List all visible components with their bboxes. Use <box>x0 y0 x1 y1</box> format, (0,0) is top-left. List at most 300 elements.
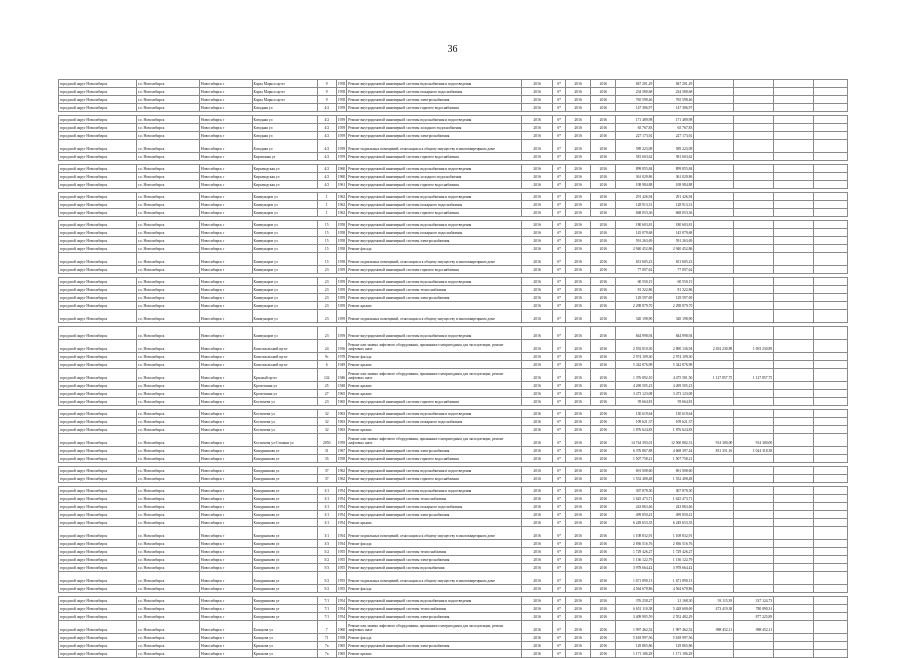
table-cell: Новосибирск г <box>199 390 252 398</box>
table-cell: г.о. Новосибирск <box>136 229 199 237</box>
table-cell: 1955 <box>336 572 347 585</box>
table-cell <box>734 173 774 181</box>
table-cell: 93 115,39 <box>694 597 734 605</box>
table-cell: 2016 <box>521 398 553 406</box>
table-cell: Новосибирск г <box>199 447 252 455</box>
table-cell: 2016 <box>565 434 590 447</box>
table-cell: 9с <box>317 353 336 361</box>
table-row <box>59 390 848 398</box>
table-cell: 6* <box>553 495 566 503</box>
table-cell: Новосибирск г <box>199 511 252 519</box>
table-cell <box>774 540 814 548</box>
table-cell: 2016 <box>521 294 553 302</box>
table-cell: 2 940 452,86 <box>616 245 654 253</box>
table-cell: 2016 <box>565 286 590 294</box>
table-cell: 2016 <box>565 140 590 153</box>
table-cell <box>734 266 774 274</box>
table-cell: 180 603,81 <box>654 221 694 229</box>
table-cell: Новосибирск г <box>199 124 252 132</box>
table-cell: Ремонт внутридомовой инженерной системы электроснабжения <box>347 294 522 302</box>
table-cell: Ремонт внутридомовой инженерной системы горячего водоснабжения <box>347 153 522 161</box>
table-cell: 2016 <box>521 418 553 426</box>
table-cell: 6* <box>553 369 566 382</box>
table-cell: Новосибирск г <box>199 278 252 286</box>
table-cell: 2016 <box>565 382 590 390</box>
table-cell: 6* <box>553 585 566 593</box>
table-cell: 2016 <box>521 548 553 556</box>
table-cell: 59 664,81 <box>654 398 694 406</box>
table-cell: 71 <box>317 634 336 642</box>
table-cell: 4 668 397,44 <box>654 447 694 455</box>
table-cell: городской округ Новосибирск <box>59 253 137 266</box>
table-cell: Ремонт или замена лифтового оборудования, признанного непригодным для эксплуатации, ремонт лифтовых шахт <box>347 621 522 634</box>
table-cell: 1959 <box>336 310 347 323</box>
table-cell: 4/2 <box>317 104 336 112</box>
table-cell <box>814 237 848 245</box>
table-cell: городской округ Новосибирск <box>59 487 137 495</box>
table-cell: г.о. Новосибирск <box>136 173 199 181</box>
table-cell: 6* <box>553 540 566 548</box>
table-cell <box>814 266 848 274</box>
table-cell: городской округ Новосибирск <box>59 527 137 540</box>
table-cell: 147 386,97 <box>654 104 694 112</box>
table-cell <box>814 229 848 237</box>
table-cell: г.о. Новосибирск <box>136 605 199 613</box>
table-cell: г.о. Новосибирск <box>136 294 199 302</box>
table-cell <box>694 548 734 556</box>
table-cell: 23 <box>317 327 336 340</box>
table-cell <box>734 511 774 519</box>
table-cell: 1959 <box>336 124 347 132</box>
table-cell: 2016 <box>591 467 616 475</box>
table-cell <box>734 467 774 475</box>
table-cell: Ремонт фасада <box>347 634 522 642</box>
table-cell: 32 <box>317 418 336 426</box>
table-cell <box>734 327 774 340</box>
table-cell <box>734 353 774 361</box>
table-cell <box>774 361 814 369</box>
table-cell: 499 850,41 <box>616 511 654 519</box>
table-cell: 2 492 230,89 <box>694 340 734 353</box>
table-cell <box>774 124 814 132</box>
table-cell <box>814 361 848 369</box>
table-cell: 2016 <box>521 327 553 340</box>
table-cell: 171 489,98 <box>616 116 654 124</box>
table-row <box>59 353 848 361</box>
table-cell: городской округ Новосибирск <box>59 96 137 104</box>
table-cell <box>814 585 848 593</box>
table-cell <box>814 96 848 104</box>
table-cell: Новосибирск г <box>199 369 252 382</box>
table-cell: Кошурникова ул <box>252 467 317 475</box>
table-cell: Кошурникова ул <box>252 556 317 564</box>
table-row <box>59 221 848 229</box>
table-cell <box>694 398 734 406</box>
table-cell: 37 <box>317 475 336 483</box>
table-cell: Новосибирск г <box>199 294 252 302</box>
table-cell: Новосибирск г <box>199 193 252 201</box>
table-cell: 1965 <box>336 650 347 658</box>
table-cell <box>814 88 848 96</box>
table-cell: Коммунаров ул <box>252 229 317 237</box>
table-cell: 2 974 109,30 <box>616 353 654 361</box>
table-cell: 2016 <box>591 621 616 634</box>
table-cell: 4/2 <box>317 140 336 153</box>
table-cell: 320 198,90 <box>654 310 694 323</box>
table-cell: Краснова ул <box>252 642 317 650</box>
table-cell <box>694 209 734 217</box>
table-cell: Комсомольский пр-кт <box>252 361 317 369</box>
table-cell: г.о. Новосибирск <box>136 556 199 564</box>
table-cell: 2016 <box>521 527 553 540</box>
table-cell: 765 598,46 <box>616 96 654 104</box>
table-cell: 2016 <box>591 221 616 229</box>
table-cell: 4 564 678,86 <box>616 585 654 593</box>
table-row <box>59 286 848 294</box>
table-cell: г.о. Новосибирск <box>136 642 199 650</box>
table-cell <box>814 503 848 511</box>
table-cell <box>814 410 848 418</box>
table-cell: 844 998,94 <box>616 327 654 340</box>
table-cell: городской округ Новосибирск <box>59 340 137 353</box>
table-cell <box>694 475 734 483</box>
table-cell: Новосибирск г <box>199 434 252 447</box>
table-cell <box>774 572 814 585</box>
table-cell: 6* <box>553 519 566 527</box>
table-cell <box>694 266 734 274</box>
table-cell: 77 097,62 <box>654 266 694 274</box>
table-cell: городской округ Новосибирск <box>59 237 137 245</box>
table-row <box>59 253 848 266</box>
table-cell: 2016 <box>591 487 616 495</box>
table-cell: Комсомольский пр-кт <box>252 340 317 353</box>
table-cell <box>814 390 848 398</box>
table-cell: 2016 <box>565 132 590 140</box>
table-cell: 32 <box>317 410 336 418</box>
table-cell <box>774 327 814 340</box>
table-cell: 1958 <box>336 245 347 253</box>
table-row <box>59 88 848 96</box>
table-cell: городской округ Новосибирск <box>59 613 137 621</box>
table-cell: 2016 <box>521 124 553 132</box>
table-cell: городской округ Новосибирск <box>59 229 137 237</box>
table-cell: Красный пр-кт <box>252 369 317 382</box>
table-cell: 780 090,31 <box>734 605 774 613</box>
table-cell: городской округ Новосибирск <box>59 310 137 323</box>
table-cell: 4 475 581,50 <box>654 369 694 382</box>
table-cell: городской округ Новосибирск <box>59 634 137 642</box>
table-cell: городской округ Новосибирск <box>59 642 137 650</box>
table-cell: 23 <box>317 294 336 302</box>
table-cell: 2016 <box>565 153 590 161</box>
table-cell: 1959 <box>336 434 347 447</box>
table-cell: г.о. Новосибирск <box>136 519 199 527</box>
table-cell: 2016 <box>521 585 553 593</box>
table-cell: г.о. Новосибирск <box>136 418 199 426</box>
table-cell: 1 729 426,27 <box>654 548 694 556</box>
table-cell: 2016 <box>591 495 616 503</box>
table-cell: г.о. Новосибирск <box>136 209 199 217</box>
table-row <box>59 80 848 88</box>
table-row <box>59 398 848 406</box>
table-cell: 5 342 876,98 <box>654 361 694 369</box>
table-cell: 23 <box>317 310 336 323</box>
table-cell: 1962 <box>336 209 347 217</box>
table-cell <box>814 310 848 323</box>
table-cell: 2016 <box>565 369 590 382</box>
table-cell: 2016 <box>565 426 590 434</box>
table-cell <box>774 221 814 229</box>
table-cell: 6* <box>553 132 566 140</box>
table-cell: 651 605,23 <box>654 253 694 266</box>
table-cell <box>694 173 734 181</box>
table-cell: 6 376 867,88 <box>616 447 654 455</box>
table-cell: 6* <box>553 116 566 124</box>
table-cell: 1 876 624,83 <box>654 426 694 434</box>
table-cell: 6* <box>553 140 566 153</box>
table-cell: 1958 <box>336 634 347 642</box>
table-cell: 2016 <box>521 96 553 104</box>
table-cell: 2016 <box>565 361 590 369</box>
table-cell: 1959 <box>336 140 347 153</box>
table-cell <box>694 124 734 132</box>
table-cell <box>734 193 774 201</box>
table-cell: Кирзаводская ул <box>252 181 317 189</box>
table-cell: 15 <box>317 229 336 237</box>
table-cell: г.о. Новосибирск <box>136 253 199 266</box>
table-cell: г.о. Новосибирск <box>136 88 199 96</box>
table-cell: Новосибирск г <box>199 353 252 361</box>
table-cell <box>694 556 734 564</box>
table-cell: 4 269 505,23 <box>616 382 654 390</box>
table-cell <box>734 572 774 585</box>
table-cell: Костычева ул <box>252 418 317 426</box>
table-cell <box>774 475 814 483</box>
table-cell: Ремонт или замена лифтового оборудования, признанного непригодным для эксплуатации, ремонт лифтовых шахт <box>347 369 522 382</box>
table-cell <box>814 398 848 406</box>
table-cell <box>734 548 774 556</box>
table-cell: 2016 <box>591 511 616 519</box>
table-cell: г.о. Новосибирск <box>136 153 199 161</box>
table-cell <box>734 253 774 266</box>
table-cell <box>774 382 814 390</box>
table-cell <box>734 556 774 564</box>
table-cell: 1 625 473,71 <box>654 495 694 503</box>
table-cell: 2016 <box>521 237 553 245</box>
table-row <box>59 132 848 140</box>
table-cell: Новосибирск г <box>199 286 252 294</box>
table-cell: 2016 <box>565 511 590 519</box>
table-cell: 2016 <box>565 540 590 548</box>
table-row <box>59 650 848 658</box>
table-cell <box>774 88 814 96</box>
table-cell: 2016 <box>591 585 616 593</box>
table-cell: 2016 <box>591 153 616 161</box>
table-cell: 320 198,90 <box>616 310 654 323</box>
table-cell <box>774 310 814 323</box>
table-cell: 31 <box>317 447 336 455</box>
table-cell: 2016 <box>565 340 590 353</box>
table-cell <box>814 173 848 181</box>
table-cell: Кошурникова ул <box>252 605 317 613</box>
table-cell: 2016 <box>565 124 590 132</box>
table-cell: 6* <box>553 650 566 658</box>
table-cell <box>774 455 814 463</box>
table-cell: Ремонт внутридомовой инженерной системы теплоснабжения <box>347 605 522 613</box>
table-cell: 2016 <box>565 173 590 181</box>
table-cell <box>774 650 814 658</box>
table-cell <box>774 642 814 650</box>
table-cell: 3/1 <box>317 503 336 511</box>
table-cell: Новосибирск г <box>199 475 252 483</box>
table-cell: 2016 <box>591 398 616 406</box>
table-cell: 2016 <box>521 642 553 650</box>
table-cell: г.о. Новосибирск <box>136 369 199 382</box>
table-cell: Ремонт внутридомовой инженерной системы водоснабжения и водоотведения <box>347 410 522 418</box>
table-cell: городской округ Новосибирск <box>59 650 137 658</box>
table-cell <box>734 181 774 189</box>
table-cell: 2016 <box>565 294 590 302</box>
table-cell: Новосибирск г <box>199 229 252 237</box>
table-cell: 81 322,86 <box>616 286 654 294</box>
table-cell <box>774 503 814 511</box>
table-cell: г.о. Новосибирск <box>136 548 199 556</box>
table-cell: г.о. Новосибирск <box>136 124 199 132</box>
table-cell <box>774 302 814 310</box>
table-cell: 2016 <box>521 229 553 237</box>
table-cell: 3 473 123,08 <box>616 390 654 398</box>
table-cell: Кирзаводская ул <box>252 165 317 173</box>
table-cell <box>694 585 734 593</box>
table-cell <box>734 634 774 642</box>
table-cell <box>814 455 848 463</box>
table-cell: 2016 <box>521 361 553 369</box>
table-cell <box>774 597 814 605</box>
table-cell <box>814 634 848 642</box>
table-cell: 32 <box>317 426 336 434</box>
table-cell: Новосибирск г <box>199 527 252 540</box>
table-cell: 2016 <box>591 209 616 217</box>
table-cell: Новосибирск г <box>199 88 252 96</box>
table-cell <box>774 418 814 426</box>
table-cell <box>734 302 774 310</box>
table-cell: городской округ Новосибирск <box>59 548 137 556</box>
table-cell: 2016 <box>591 124 616 132</box>
table-cell: 2016 <box>591 310 616 323</box>
table-cell: 1 507 758,21 <box>616 455 654 463</box>
table-cell: Новосибирск г <box>199 181 252 189</box>
table-cell <box>774 447 814 455</box>
table-cell <box>694 519 734 527</box>
table-cell: 2 298 879,70 <box>654 302 694 310</box>
table-cell <box>694 487 734 495</box>
table-cell: 2016 <box>591 572 616 585</box>
table-cell: 2016 <box>591 540 616 548</box>
table-cell: 668 053,36 <box>616 209 654 217</box>
table-cell: Коммунаров ул <box>252 327 317 340</box>
table-cell: Ремонт внутридомовой инженерной системы электроснабжения <box>347 511 522 519</box>
table-cell: 1959 <box>336 104 347 112</box>
table-cell: 291 426,94 <box>654 193 694 201</box>
table-cell: Ремонт внутридомовой инженерной системы водоснабжения и водоотведения <box>347 327 522 340</box>
table-cell <box>734 132 774 140</box>
table-row <box>59 426 848 434</box>
table-row <box>59 193 848 201</box>
table-cell: 2016 <box>521 556 553 564</box>
table-cell: 2016 <box>521 410 553 418</box>
table-cell: Кошурникова ул <box>252 455 317 463</box>
table-row <box>59 434 848 447</box>
table-cell <box>694 286 734 294</box>
table-cell: Кошурникова ул <box>252 597 317 605</box>
table-cell: 6* <box>553 597 566 605</box>
table-cell: 2016 <box>591 434 616 447</box>
table-cell <box>694 221 734 229</box>
table-row <box>59 369 848 382</box>
table-cell: Ремонт внутридомовой инженерной системы пожарного водоснабжения <box>347 88 522 96</box>
table-cell: 2016 <box>565 418 590 426</box>
table-cell <box>814 286 848 294</box>
table-cell <box>734 237 774 245</box>
table-cell: Ремонт внутридомовой инженерной системы водоснабжения и водоотведения <box>347 597 522 605</box>
table-cell <box>814 642 848 650</box>
table-cell <box>694 104 734 112</box>
table-cell: 2016 <box>521 173 553 181</box>
table-cell: Ремонт внутридомовой инженерной системы горячего водоснабжения <box>347 181 522 189</box>
table-row <box>59 613 848 621</box>
table-cell <box>734 527 774 540</box>
table-cell: городской округ Новосибирск <box>59 104 137 112</box>
table-cell: 5 342 876,98 <box>616 361 654 369</box>
table-cell <box>814 369 848 382</box>
table-row <box>59 447 848 455</box>
table-cell: Новосибирск г <box>199 96 252 104</box>
table-cell: Коммунаров ул <box>252 193 317 201</box>
table-cell: 1 024 318,38 <box>734 447 774 455</box>
table-cell <box>694 495 734 503</box>
table-cell <box>694 278 734 286</box>
table-row <box>59 209 848 217</box>
table-cell: 2016 <box>591 286 616 294</box>
table-cell: городской округ Новосибирск <box>59 564 137 572</box>
table-cell: 473 419,38 <box>694 605 734 613</box>
table-cell: г.о. Новосибирск <box>136 278 199 286</box>
table-cell: 23 <box>317 398 336 406</box>
table-row <box>59 181 848 189</box>
table-cell <box>734 116 774 124</box>
table-cell: 2016 <box>521 140 553 153</box>
table-cell: 6* <box>553 467 566 475</box>
table-cell: Новосибирск г <box>199 221 252 229</box>
table-cell: 1955 <box>336 585 347 593</box>
table-cell: 2016 <box>565 237 590 245</box>
table-cell: 2016 <box>591 229 616 237</box>
table-cell <box>694 382 734 390</box>
table-cell: 1 671 890,13 <box>616 572 654 585</box>
table-cell <box>774 132 814 140</box>
table-cell: г.о. Новосибирск <box>136 650 199 658</box>
table-cell: Коммунаров ул <box>252 310 317 323</box>
table-cell: городской округ Новосибирск <box>59 621 137 634</box>
table-cell: городской округ Новосибирск <box>59 503 137 511</box>
table-cell <box>814 548 848 556</box>
table-row <box>59 104 848 112</box>
table-cell <box>694 116 734 124</box>
table-cell: 2016 <box>565 572 590 585</box>
table-cell: Кропоткина ул <box>252 382 317 390</box>
table-cell: Ремонт внутридомовой инженерной системы холодного водоснабжения <box>347 124 522 132</box>
table-cell: г.о. Новосибирск <box>136 455 199 463</box>
